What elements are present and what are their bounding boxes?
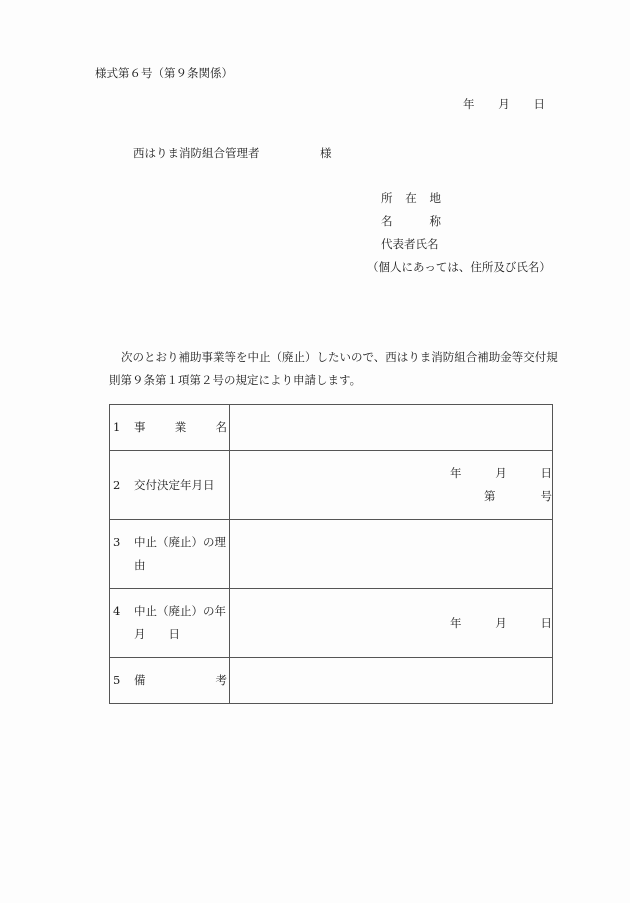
- address-label: 所 在 地: [381, 191, 441, 205]
- discontinuation-date-field[interactable]: [230, 589, 553, 658]
- row-label: 4 中止（廃止）の年 月 日: [110, 589, 230, 658]
- table-row: [110, 405, 553, 451]
- table-row: [110, 589, 553, 658]
- decision-number: 第 号: [484, 489, 552, 503]
- day-label: 日: [533, 97, 545, 111]
- row-label: 3 中止（廃止）の理 由: [110, 520, 230, 589]
- form-number: 様式第６号（第９条関係）: [95, 66, 233, 80]
- addressee-name: 西はりま消防組合管理者: [133, 146, 260, 160]
- addressee-honorific: 様: [320, 146, 332, 160]
- row-label: 2 交付決定年月日: [110, 451, 230, 520]
- table-row: [110, 520, 553, 589]
- table-row: [110, 451, 553, 520]
- row-label: 5 備 考: [110, 658, 230, 704]
- body-line-1: 次のとおり補助事業等を中止（廃止）したいので、西はりま消防組合補助金等交付規: [121, 350, 558, 364]
- individual-note: （個人にあっては、住所及び氏名）: [367, 260, 551, 274]
- year-label: 年: [463, 97, 475, 111]
- decision-date: 年 月 日: [450, 466, 552, 480]
- grant-decision-date-field[interactable]: [230, 451, 553, 520]
- header-date: [463, 97, 545, 111]
- application-table: [109, 404, 553, 704]
- discontinuation-date: 年 月 日: [450, 616, 552, 630]
- business-name-field[interactable]: [230, 405, 553, 451]
- name-label: 名 称: [381, 214, 441, 228]
- row-label: 1 事 業 名: [110, 405, 230, 451]
- month-label: 月: [498, 97, 510, 111]
- table-row: [110, 658, 553, 704]
- reason-field[interactable]: [230, 520, 553, 589]
- remarks-field[interactable]: [230, 658, 553, 704]
- body-line-2: 則第９条第１項第２号の規定により申請します。: [109, 373, 362, 387]
- representative-label: 代表者氏名: [381, 237, 439, 251]
